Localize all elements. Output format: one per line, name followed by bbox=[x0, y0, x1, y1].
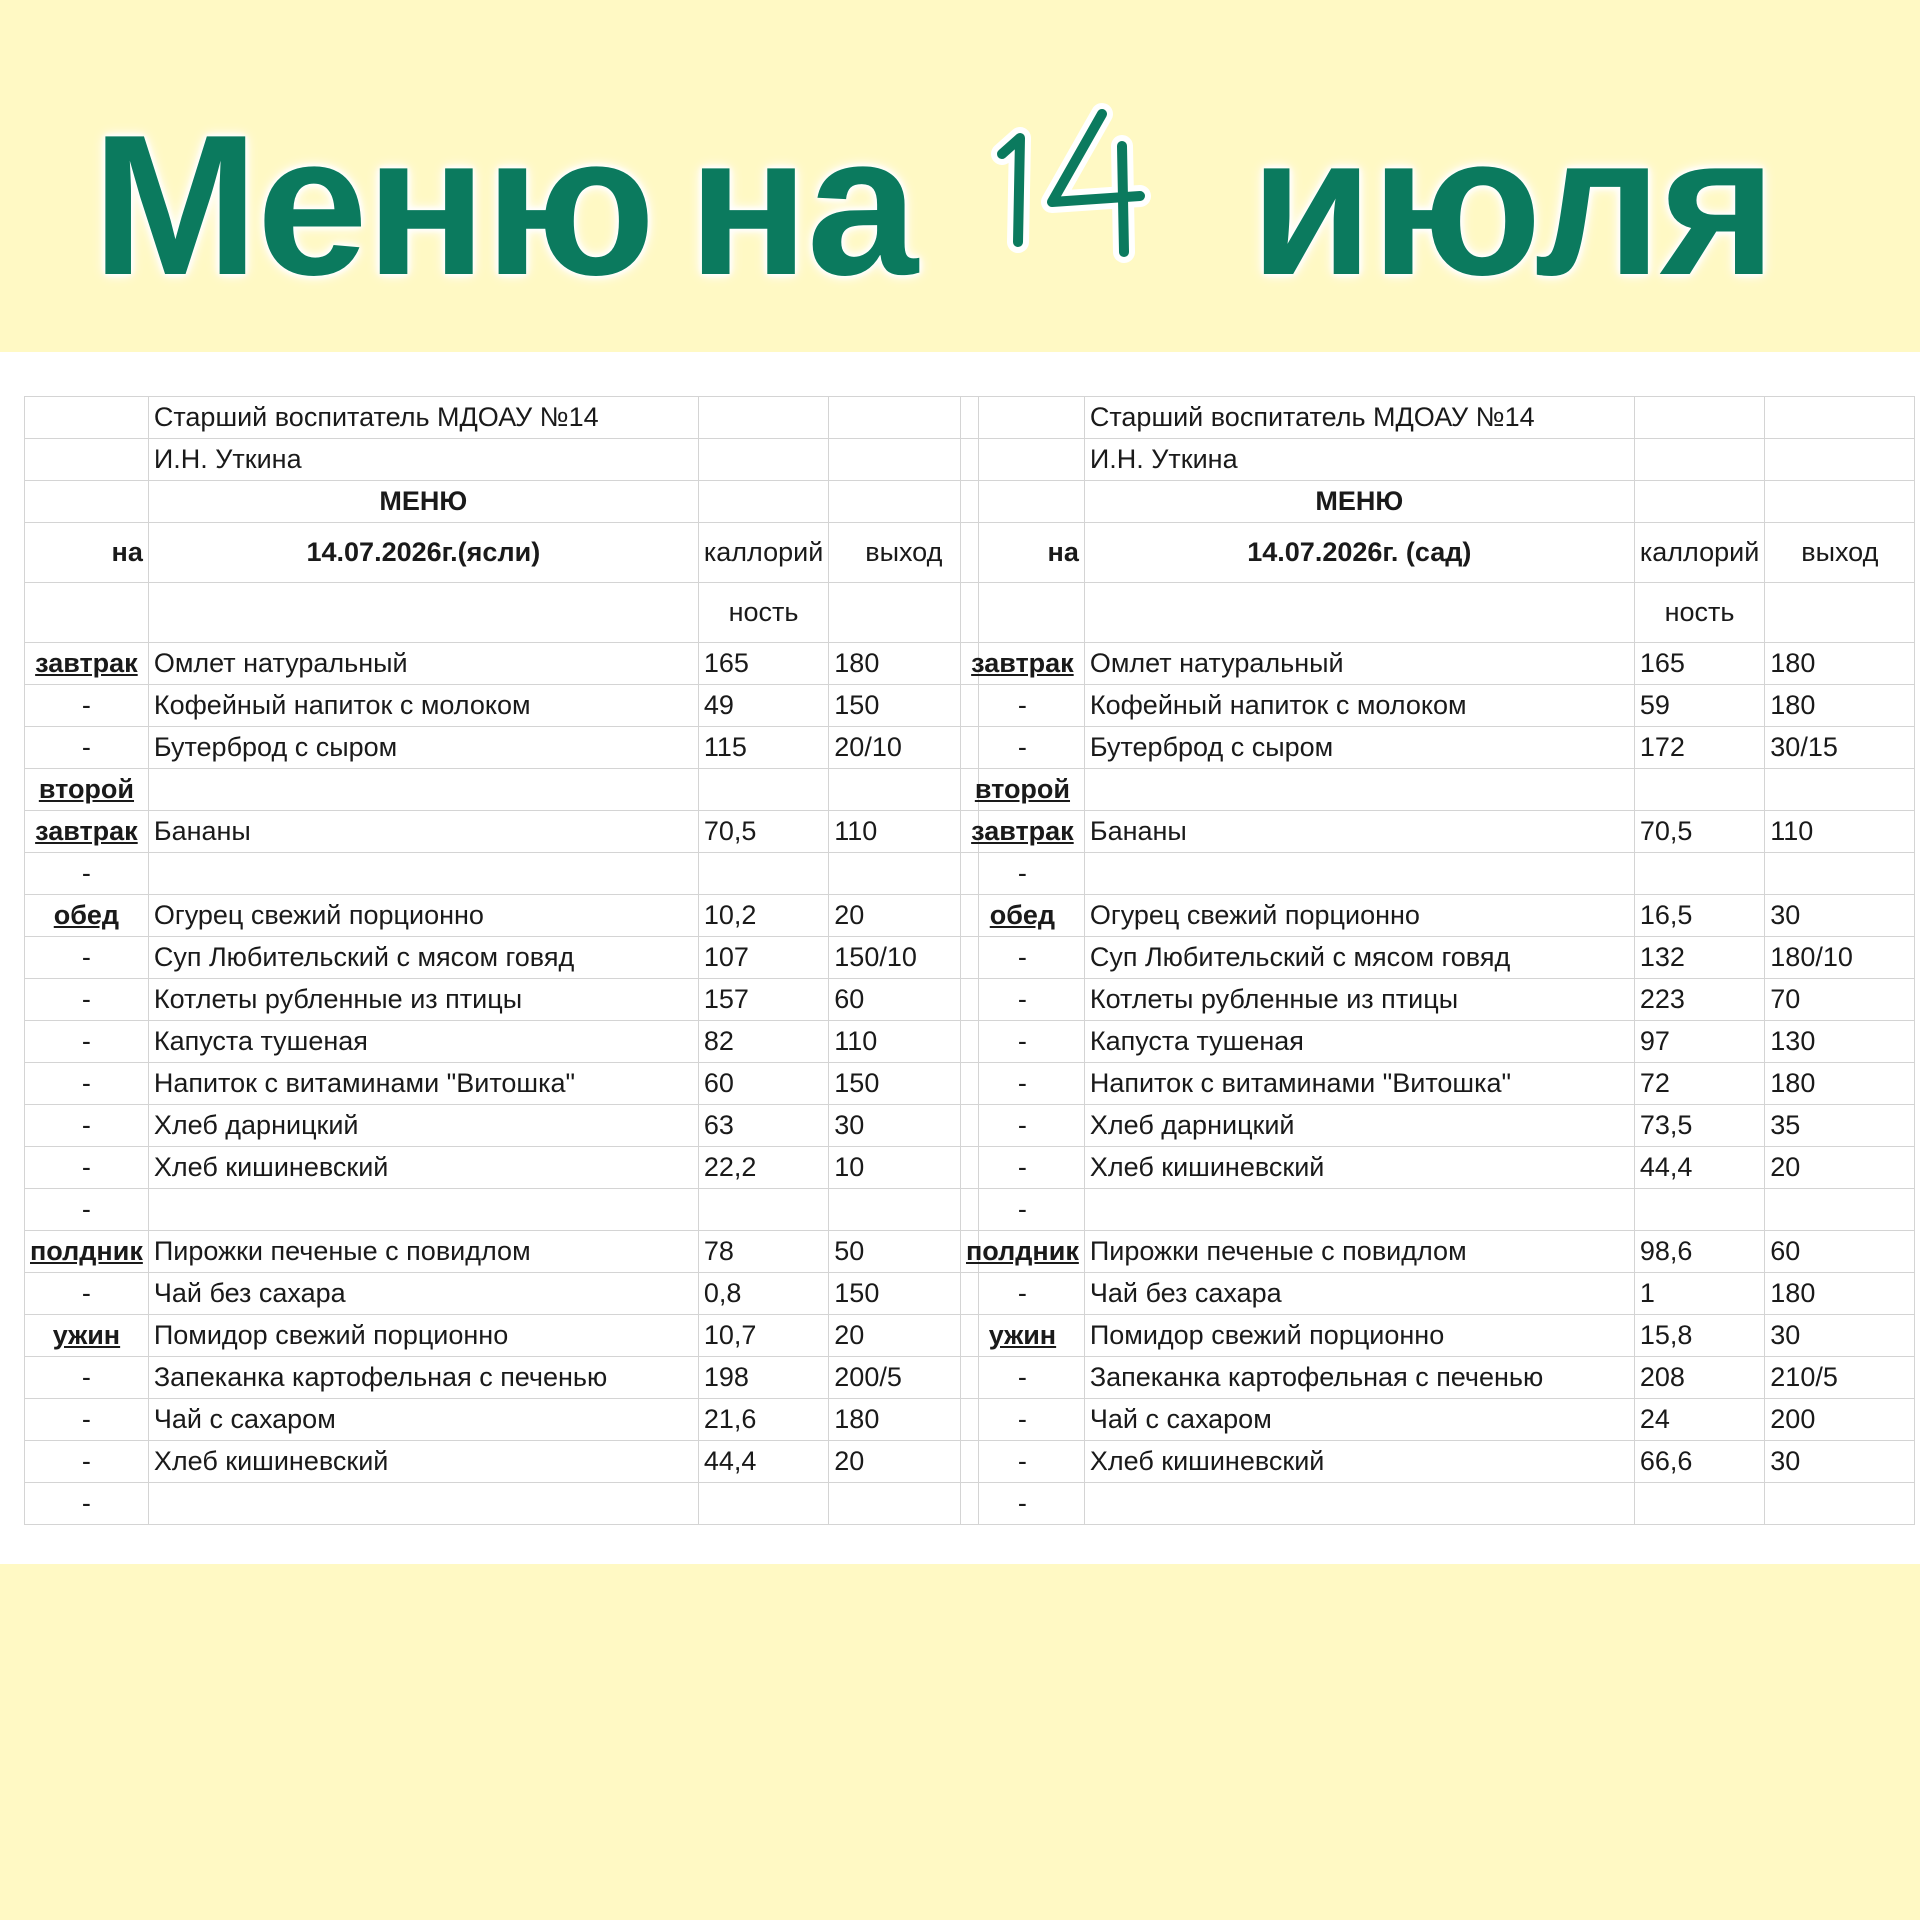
dish-name: Бананы bbox=[1084, 811, 1634, 853]
header-blank bbox=[698, 439, 828, 481]
continuation-mark: - bbox=[961, 1189, 1085, 1231]
calories-value: 0,8 bbox=[698, 1273, 828, 1315]
meal-label: ужин bbox=[961, 1315, 1085, 1357]
dish-name: Омлет натуральный bbox=[1084, 643, 1634, 685]
dish-name: Хлеб кишиневский bbox=[1084, 1147, 1634, 1189]
calories-value: 82 bbox=[698, 1021, 828, 1063]
header-line2: И.Н. Уткина bbox=[148, 439, 698, 481]
meal-label: обед bbox=[25, 895, 149, 937]
yield-value: 30 bbox=[829, 1105, 979, 1147]
header-row bbox=[25, 397, 979, 439]
table-row bbox=[961, 685, 1915, 727]
calories-value: 107 bbox=[698, 937, 828, 979]
header-blank bbox=[148, 583, 698, 643]
table-row bbox=[961, 1231, 1915, 1273]
calories-value: 97 bbox=[1634, 1021, 1764, 1063]
yield-value bbox=[829, 1189, 979, 1231]
table-row bbox=[961, 811, 1915, 853]
meal-label: завтрак bbox=[25, 811, 149, 853]
table-row bbox=[25, 1231, 979, 1273]
menu-heading: МЕНЮ bbox=[1084, 481, 1634, 523]
calories-header: каллорий bbox=[1634, 523, 1764, 583]
header-blank bbox=[1765, 397, 1915, 439]
table-row bbox=[961, 1273, 1915, 1315]
table-row bbox=[25, 727, 979, 769]
continuation-mark: - bbox=[961, 1021, 1085, 1063]
table-row bbox=[25, 1399, 979, 1441]
calories-value: 198 bbox=[698, 1357, 828, 1399]
table-row bbox=[961, 1021, 1915, 1063]
yield-value: 20 bbox=[829, 895, 979, 937]
continuation-mark: - bbox=[25, 1147, 149, 1189]
header-blank bbox=[1634, 439, 1764, 481]
calories-value bbox=[698, 1483, 828, 1525]
menu-heading: МЕНЮ bbox=[148, 481, 698, 523]
yield-value: 30 bbox=[1765, 895, 1915, 937]
dish-name: Напиток с витаминами "Витошка" bbox=[1084, 1063, 1634, 1105]
header-row bbox=[961, 523, 1915, 583]
yield-value bbox=[1765, 1189, 1915, 1231]
calories-value: 72 bbox=[1634, 1063, 1764, 1105]
header-row bbox=[25, 481, 979, 523]
header-blank bbox=[829, 583, 979, 643]
yield-value: 50 bbox=[829, 1231, 979, 1273]
continuation-mark: - bbox=[961, 1273, 1085, 1315]
yield-value: 180 bbox=[1765, 643, 1915, 685]
table-row bbox=[25, 1357, 979, 1399]
header-blank bbox=[698, 397, 828, 439]
dish-name: Пирожки печеные с повидлом bbox=[1084, 1231, 1634, 1273]
dish-name: Напиток с витаминами "Витошка" bbox=[148, 1063, 698, 1105]
table-row bbox=[961, 769, 1915, 811]
continuation-mark: - bbox=[961, 979, 1085, 1021]
dish-name: Помидор свежий порционно bbox=[148, 1315, 698, 1357]
table-row bbox=[25, 1441, 979, 1483]
table-row bbox=[961, 1105, 1915, 1147]
table-row bbox=[961, 1147, 1915, 1189]
title-word-menu: Меню bbox=[92, 94, 654, 317]
dish-name: Хлеб кишиневский bbox=[148, 1441, 698, 1483]
dish-name bbox=[1084, 1483, 1634, 1525]
table-row bbox=[25, 1021, 979, 1063]
continuation-mark: - bbox=[25, 727, 149, 769]
yield-value: 180 bbox=[829, 643, 979, 685]
na-label: на bbox=[25, 523, 149, 583]
table-row bbox=[25, 895, 979, 937]
header-line1: Старший воспитатель МДОАУ №14 bbox=[1084, 397, 1634, 439]
title-word-na: на bbox=[688, 94, 917, 317]
continuation-mark: - bbox=[961, 1399, 1085, 1441]
continuation-mark: - bbox=[961, 937, 1085, 979]
table-row bbox=[961, 1315, 1915, 1357]
menu-table-nursery bbox=[24, 396, 979, 1525]
yield-value: 110 bbox=[1765, 811, 1915, 853]
dish-name: Чай без сахара bbox=[148, 1273, 698, 1315]
dish-name: Запеканка картофельная с печенью bbox=[1084, 1357, 1634, 1399]
dish-name: Чай с сахаром bbox=[1084, 1399, 1634, 1441]
calories-value: 10,7 bbox=[698, 1315, 828, 1357]
continuation-mark: - bbox=[25, 1399, 149, 1441]
table-row bbox=[25, 769, 979, 811]
header-row bbox=[25, 523, 979, 583]
yield-value: 30/15 bbox=[1765, 727, 1915, 769]
dish-name: Бутерброд с сыром bbox=[148, 727, 698, 769]
continuation-mark: - bbox=[25, 1441, 149, 1483]
continuation-mark: - bbox=[25, 979, 149, 1021]
header-line2: И.Н. Уткина bbox=[1084, 439, 1634, 481]
menu-table-kindergarten bbox=[960, 396, 1915, 1525]
yield-value bbox=[829, 853, 979, 895]
dish-name: Капуста тушеная bbox=[148, 1021, 698, 1063]
calories-value: 15,8 bbox=[1634, 1315, 1764, 1357]
yield-value: 70 bbox=[1765, 979, 1915, 1021]
calories-value: 132 bbox=[1634, 937, 1764, 979]
continuation-mark: - bbox=[25, 1189, 149, 1231]
continuation-mark: - bbox=[25, 1105, 149, 1147]
yield-value: 20 bbox=[829, 1441, 979, 1483]
calories-value: 208 bbox=[1634, 1357, 1764, 1399]
header-blank bbox=[1765, 439, 1915, 481]
calories-value: 78 bbox=[698, 1231, 828, 1273]
yield-header: выход bbox=[1765, 523, 1915, 583]
table-row bbox=[961, 1399, 1915, 1441]
yield-value: 20/10 bbox=[829, 727, 979, 769]
table-row bbox=[961, 979, 1915, 1021]
calories-header-suffix: ность bbox=[698, 583, 828, 643]
continuation-mark: - bbox=[25, 1021, 149, 1063]
yield-value: 150 bbox=[829, 1063, 979, 1105]
yield-value: 200 bbox=[1765, 1399, 1915, 1441]
meal-label: полдник bbox=[25, 1231, 149, 1273]
table-row bbox=[25, 685, 979, 727]
table-row bbox=[961, 937, 1915, 979]
header-blank bbox=[698, 481, 828, 523]
header-blank bbox=[829, 397, 979, 439]
title-word-month: июля bbox=[1250, 94, 1775, 317]
dish-name bbox=[148, 1483, 698, 1525]
title-banner bbox=[0, 0, 1920, 352]
continuation-mark: - bbox=[25, 1357, 149, 1399]
dish-name: Запеканка картофельная с печенью bbox=[148, 1357, 698, 1399]
calories-value: 59 bbox=[1634, 685, 1764, 727]
calories-value: 63 bbox=[698, 1105, 828, 1147]
table-row bbox=[961, 853, 1915, 895]
header-blank bbox=[1084, 583, 1634, 643]
date-group: 14.07.2026г.(ясли) bbox=[148, 523, 698, 583]
dish-name: Пирожки печеные с повидлом bbox=[148, 1231, 698, 1273]
header-blank bbox=[961, 583, 1085, 643]
meal-label: полдник bbox=[961, 1231, 1085, 1273]
dish-name bbox=[148, 853, 698, 895]
continuation-mark: - bbox=[961, 853, 1085, 895]
yield-value: 180 bbox=[1765, 1063, 1915, 1105]
yield-value: 20 bbox=[1765, 1147, 1915, 1189]
header-blank bbox=[961, 439, 1085, 481]
header-blank bbox=[1634, 481, 1764, 523]
yield-value: 130 bbox=[1765, 1021, 1915, 1063]
yield-value bbox=[1765, 769, 1915, 811]
header-blank bbox=[1634, 397, 1764, 439]
dish-name: Огурец свежий порционно bbox=[1084, 895, 1634, 937]
calories-value: 157 bbox=[698, 979, 828, 1021]
continuation-mark: - bbox=[961, 1483, 1085, 1525]
meal-label: завтрак bbox=[961, 643, 1085, 685]
calories-value: 21,6 bbox=[698, 1399, 828, 1441]
yield-value: 180 bbox=[829, 1399, 979, 1441]
calories-value: 1 bbox=[1634, 1273, 1764, 1315]
calories-value bbox=[1634, 1189, 1764, 1231]
yield-value: 150 bbox=[829, 1273, 979, 1315]
header-blank bbox=[25, 397, 149, 439]
yield-value: 180/10 bbox=[1765, 937, 1915, 979]
yield-value: 110 bbox=[829, 811, 979, 853]
header-blank bbox=[25, 583, 149, 643]
header-blank bbox=[1765, 481, 1915, 523]
continuation-mark: - bbox=[961, 1441, 1085, 1483]
calories-value bbox=[698, 853, 828, 895]
header-blank bbox=[25, 439, 149, 481]
calories-value: 24 bbox=[1634, 1399, 1764, 1441]
table-row bbox=[961, 1357, 1915, 1399]
table-row bbox=[25, 811, 979, 853]
yield-value: 210/5 bbox=[1765, 1357, 1915, 1399]
continuation-mark: - bbox=[25, 853, 149, 895]
table-row bbox=[25, 1273, 979, 1315]
calories-value: 165 bbox=[1634, 643, 1764, 685]
table-row bbox=[25, 1147, 979, 1189]
continuation-mark: - bbox=[961, 727, 1085, 769]
calories-value: 165 bbox=[698, 643, 828, 685]
header-blank bbox=[961, 481, 1085, 523]
header-blank bbox=[1765, 583, 1915, 643]
calories-value: 10,2 bbox=[698, 895, 828, 937]
table-row bbox=[961, 1063, 1915, 1105]
yield-value: 35 bbox=[1765, 1105, 1915, 1147]
yield-value: 60 bbox=[1765, 1231, 1915, 1273]
table-row bbox=[961, 1441, 1915, 1483]
dish-name: Чай без сахара bbox=[1084, 1273, 1634, 1315]
yield-value: 60 bbox=[829, 979, 979, 1021]
dish-name bbox=[148, 1189, 698, 1231]
yield-value bbox=[1765, 853, 1915, 895]
header-row bbox=[25, 583, 979, 643]
calories-value bbox=[698, 769, 828, 811]
header-blank bbox=[829, 439, 979, 481]
calories-value: 16,5 bbox=[1634, 895, 1764, 937]
calories-value: 60 bbox=[698, 1063, 828, 1105]
table-row bbox=[25, 643, 979, 685]
yield-value: 180 bbox=[1765, 685, 1915, 727]
meal-label: ужин bbox=[25, 1315, 149, 1357]
header-line1: Старший воспитатель МДОАУ №14 bbox=[148, 397, 698, 439]
table-row bbox=[25, 1315, 979, 1357]
dish-name: Хлеб кишиневский bbox=[148, 1147, 698, 1189]
continuation-mark: - bbox=[25, 1063, 149, 1105]
meal-label: обед bbox=[961, 895, 1085, 937]
table-row bbox=[25, 1063, 979, 1105]
meal-label: второй bbox=[961, 769, 1085, 811]
continuation-mark: - bbox=[961, 1147, 1085, 1189]
yield-value: 180 bbox=[1765, 1273, 1915, 1315]
table-row bbox=[25, 1483, 979, 1525]
continuation-mark: - bbox=[961, 1105, 1085, 1147]
meal-label: завтрак bbox=[961, 811, 1085, 853]
calories-value: 49 bbox=[698, 685, 828, 727]
date-group: 14.07.2026г. (сад) bbox=[1084, 523, 1634, 583]
table-row bbox=[961, 895, 1915, 937]
yield-value: 150 bbox=[829, 685, 979, 727]
yield-value: 30 bbox=[1765, 1315, 1915, 1357]
yield-value: 200/5 bbox=[829, 1357, 979, 1399]
table-row bbox=[961, 1189, 1915, 1231]
table-row bbox=[25, 979, 979, 1021]
table-row bbox=[25, 1189, 979, 1231]
calories-value bbox=[1634, 769, 1764, 811]
dish-name: Хлеб кишиневский bbox=[1084, 1441, 1634, 1483]
continuation-mark: - bbox=[25, 685, 149, 727]
calories-value bbox=[1634, 1483, 1764, 1525]
calories-header: каллорий bbox=[698, 523, 828, 583]
dish-name: Огурец свежий порционно bbox=[148, 895, 698, 937]
table-row bbox=[25, 853, 979, 895]
calories-value: 223 bbox=[1634, 979, 1764, 1021]
yield-value: 30 bbox=[1765, 1441, 1915, 1483]
calories-value: 22,2 bbox=[698, 1147, 828, 1189]
header-row bbox=[961, 397, 1915, 439]
continuation-mark: - bbox=[25, 1273, 149, 1315]
calories-value: 66,6 bbox=[1634, 1441, 1764, 1483]
continuation-mark: - bbox=[961, 685, 1085, 727]
meal-label: второй bbox=[25, 769, 149, 811]
dish-name bbox=[1084, 853, 1634, 895]
calories-value: 172 bbox=[1634, 727, 1764, 769]
dish-name: Кофейный напиток с молоком bbox=[1084, 685, 1634, 727]
calories-value: 98,6 bbox=[1634, 1231, 1764, 1273]
header-blank bbox=[829, 481, 979, 523]
calories-value: 115 bbox=[698, 727, 828, 769]
dish-name: Капуста тушеная bbox=[1084, 1021, 1634, 1063]
dish-name bbox=[148, 769, 698, 811]
header-blank bbox=[25, 481, 149, 523]
calories-value bbox=[1634, 853, 1764, 895]
dish-name: Бутерброд с сыром bbox=[1084, 727, 1634, 769]
header-row bbox=[961, 439, 1915, 481]
yield-value bbox=[829, 769, 979, 811]
yield-value: 150/10 bbox=[829, 937, 979, 979]
table-row bbox=[961, 727, 1915, 769]
calories-value: 70,5 bbox=[1634, 811, 1764, 853]
dish-name: Котлеты рубленные из птицы bbox=[148, 979, 698, 1021]
continuation-mark: - bbox=[25, 1483, 149, 1525]
dish-name: Кофейный напиток с молоком bbox=[148, 685, 698, 727]
calories-value bbox=[698, 1189, 828, 1231]
table-row bbox=[961, 1483, 1915, 1525]
header-row bbox=[961, 481, 1915, 523]
calories-value: 70,5 bbox=[698, 811, 828, 853]
na-label: на bbox=[961, 523, 1085, 583]
dish-name: Помидор свежий порционно bbox=[1084, 1315, 1634, 1357]
dish-name bbox=[1084, 769, 1634, 811]
dish-name: Суп Любительский с мясом говяд bbox=[148, 937, 698, 979]
yield-value bbox=[1765, 1483, 1915, 1525]
dish-name: Омлет натуральный bbox=[148, 643, 698, 685]
yield-value: 10 bbox=[829, 1147, 979, 1189]
table-row bbox=[25, 1105, 979, 1147]
dish-name bbox=[1084, 1189, 1634, 1231]
dish-name: Хлеб дарницкий bbox=[148, 1105, 698, 1147]
yield-value bbox=[829, 1483, 979, 1525]
calories-value: 44,4 bbox=[698, 1441, 828, 1483]
handwritten-day-number bbox=[990, 92, 1170, 272]
calories-value: 44,4 bbox=[1634, 1147, 1764, 1189]
header-row bbox=[25, 439, 979, 481]
dish-name: Чай с сахаром bbox=[148, 1399, 698, 1441]
header-blank bbox=[961, 397, 1085, 439]
table-row bbox=[25, 937, 979, 979]
yield-value: 110 bbox=[829, 1021, 979, 1063]
calories-value: 73,5 bbox=[1634, 1105, 1764, 1147]
table-row bbox=[961, 643, 1915, 685]
menu-document bbox=[0, 352, 1920, 1564]
continuation-mark: - bbox=[961, 1063, 1085, 1105]
continuation-mark: - bbox=[961, 1357, 1085, 1399]
dish-name: Суп Любительский с мясом говяд bbox=[1084, 937, 1634, 979]
dish-name: Котлеты рубленные из птицы bbox=[1084, 979, 1634, 1021]
header-row bbox=[961, 583, 1915, 643]
continuation-mark: - bbox=[25, 937, 149, 979]
dish-name: Бананы bbox=[148, 811, 698, 853]
yield-value: 20 bbox=[829, 1315, 979, 1357]
yield-header: выход bbox=[829, 523, 979, 583]
calories-header-suffix: ность bbox=[1634, 583, 1764, 643]
meal-label: завтрак bbox=[25, 643, 149, 685]
dish-name: Хлеб дарницкий bbox=[1084, 1105, 1634, 1147]
